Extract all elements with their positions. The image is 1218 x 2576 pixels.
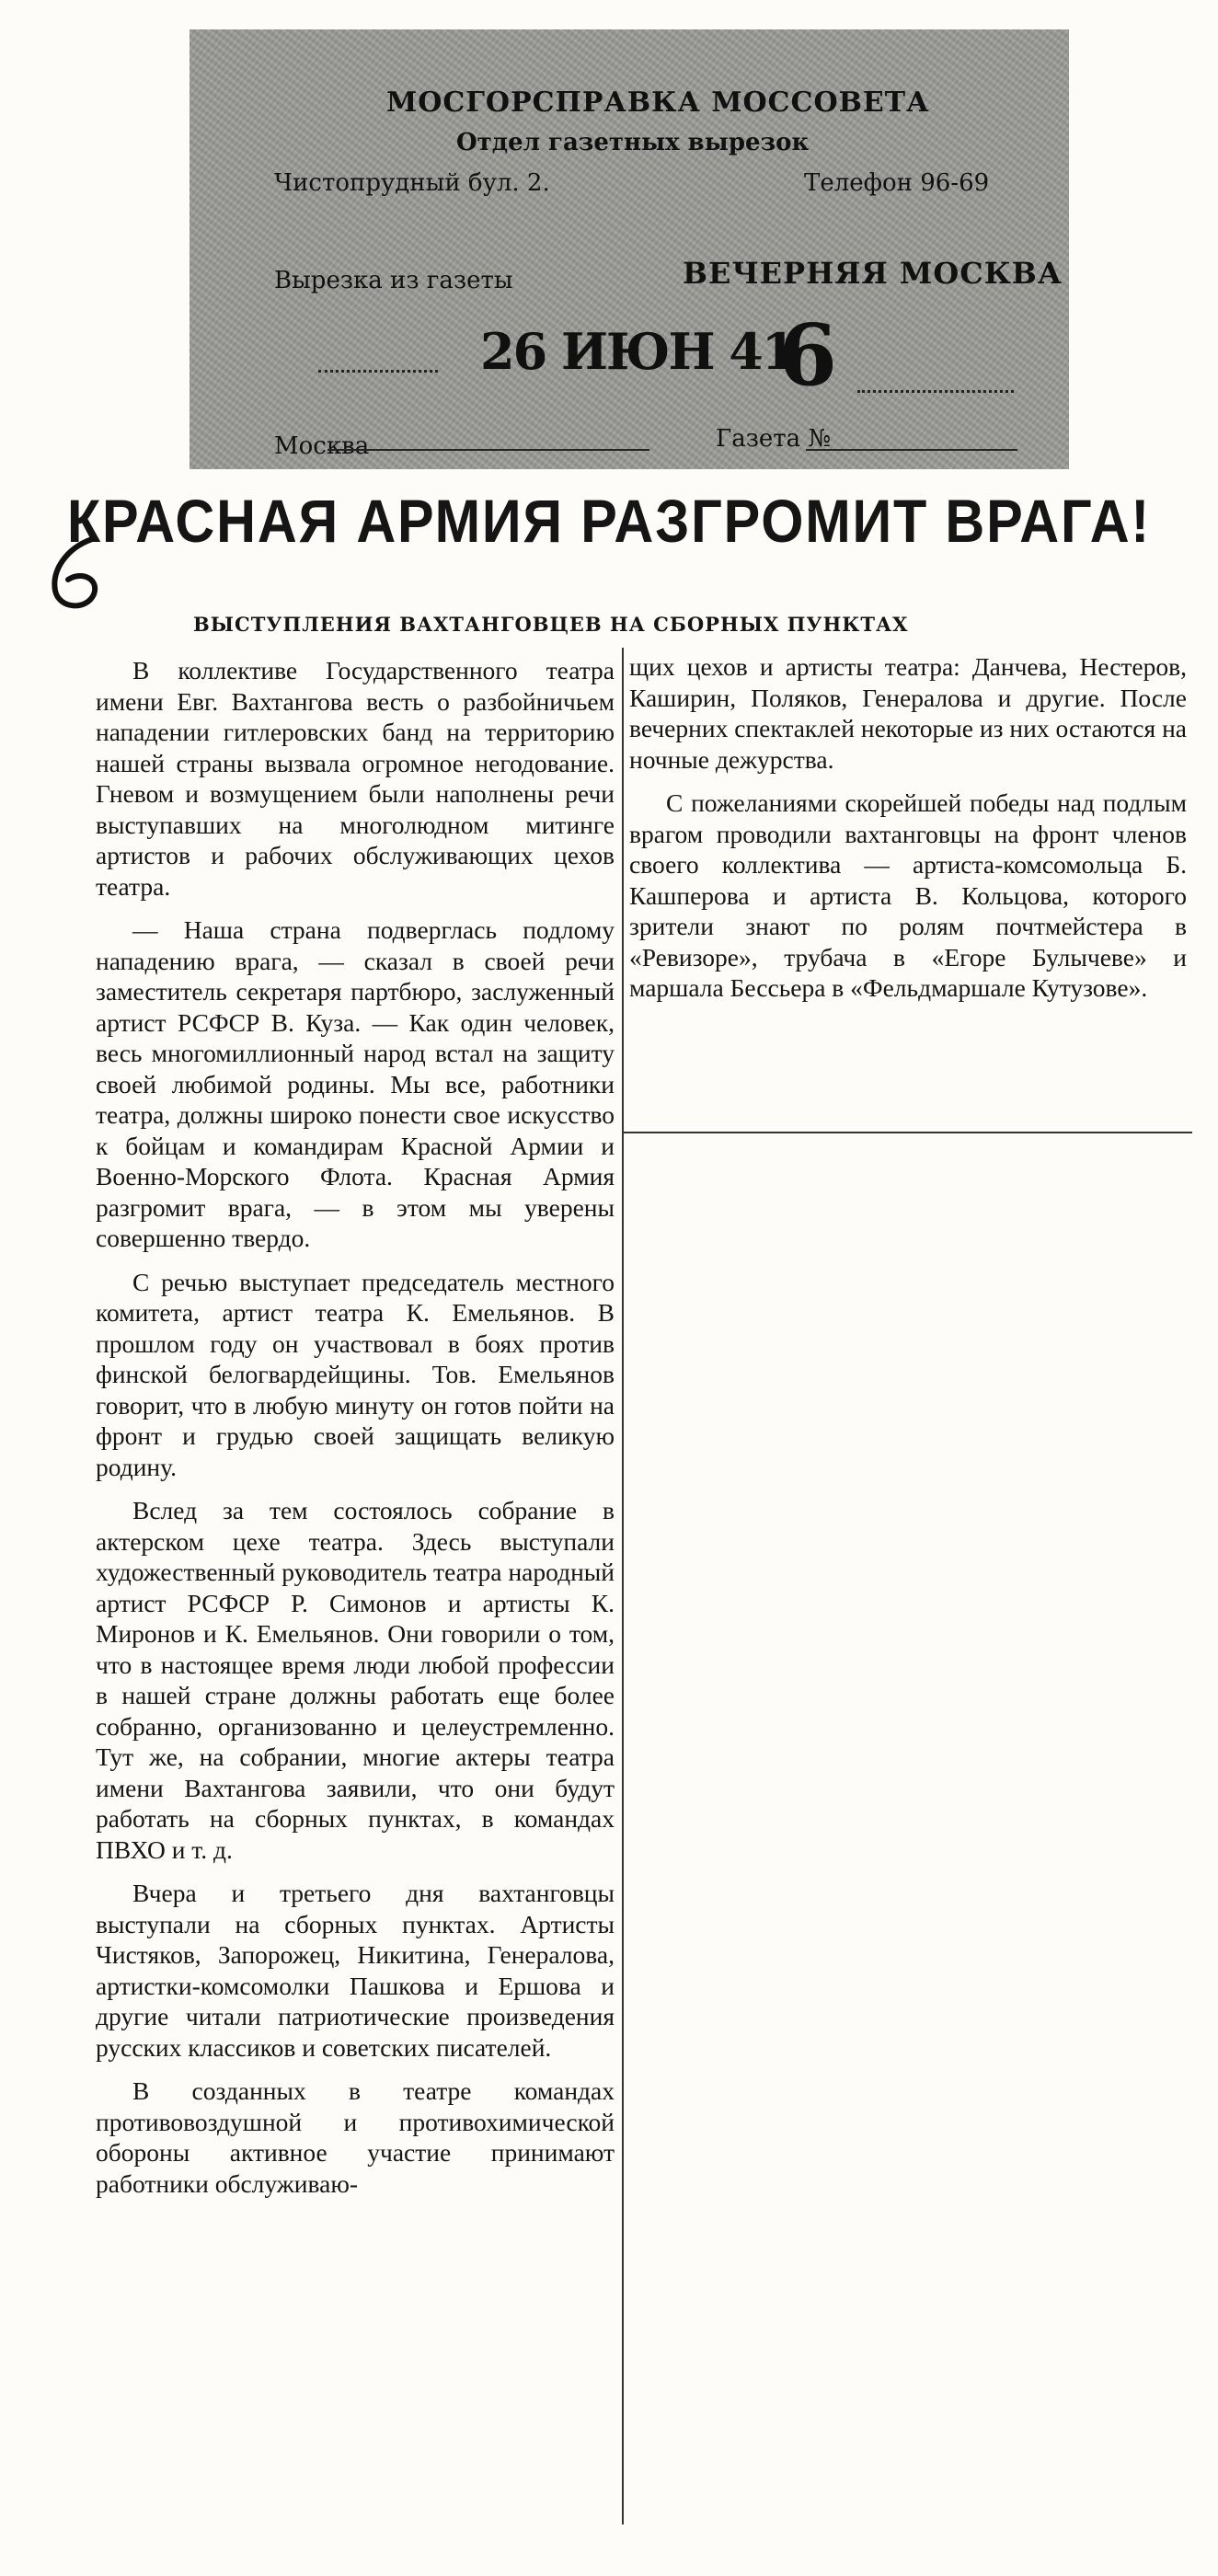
stamp-underline	[806, 449, 1017, 451]
article-paragraph: Вчера и третьего дня вахтанговцы выступали на сборных пунктах. Артисты Чистяков, Запорожец, Никитина, Генералова, артистки-комсомолки Пашкова и Ершова и другие читали патриотические произведения русских классиков и советских писателей.	[96, 1879, 615, 2062]
stamp-date: 26 ИЮН 41	[480, 322, 795, 381]
article-paragraph: С речью выступает председатель местного комитета, артист театра К. Емельянов. В прошлом году он участвовал в боях против финской белогвардейщины. Тов. Емельянов говорит, что в любую минуту он готов пойти на фронт и грудью своей защищать великую родину.	[96, 1267, 615, 1481]
stamp-gazeta-number-label: Газета №	[716, 425, 832, 453]
article-column-right	[629, 651, 1187, 1017]
article-paragraph: В коллективе Государственного театра имени Евг. Вахтангова весть о разбойничьем нападении гитлеровских банд на территорию нашей страны вызвала огромное негодование. Гневом и возмущением были наполнены речи выступавших на многолюдном митинге артистов и рабочих обслуживающих цехов театра.	[96, 656, 615, 901]
stamp-dotted-line	[857, 390, 1014, 393]
column-end-rule	[622, 1132, 1192, 1133]
stamp-address: Чистопрудный бул. 2.	[274, 169, 550, 197]
stamp-city: Москва	[274, 432, 370, 460]
stamp-handwritten-number: 6	[778, 305, 838, 405]
article-paragraph: В созданных в театре командах противовоздушной и противохимической обороны активное участие принимают работники обслуживаю-	[96, 2076, 615, 2198]
article-paragraph: С пожеланиями скорейшей победы над подлым врагом проводили вахтанговцы на фронт членов своего коллектива — артиста-комсомольца Б. Кашперова и артиста В. Кольцова, которого зрители знают по ролям почтмейстера в «Ревизоре», трубача в «Егоре Булычеве» и маршала Бессьера в «Фельдмаршале Кутузове».	[629, 788, 1187, 1002]
stamp-underline	[327, 449, 649, 451]
stamp-department: Отдел газетных вырезок	[456, 129, 810, 156]
article-subheadline: ВЫСТУПЛЕНИЯ ВАХТАНГОВЦЕВ НА СБОРНЫХ ПУНКТАХ	[193, 613, 909, 636]
handwritten-margin-number	[39, 534, 112, 616]
stamp-organization: МОСГОРСПРАВКА МОССОВЕТА	[386, 86, 930, 119]
stamp-dotted-line	[318, 370, 438, 373]
article-paragraph: — Наша страна подверглась подлому нападению врага, — сказал в своей речи заместитель секретаря партбюро, заслуженный артист РСФСР В. Куза. — Как один человек, весь многомиллионный народ встал на защиту своей любимой родины. Мы все, работники театра, должны широко понести свое искусство к бойцам и командирам Красной Армии и Военно-Морского Флота. Красная Армия разгромит врага, — в этом мы уверены совершенно твердо.	[96, 915, 615, 1252]
article-paragraph: щих цехов и артисты театра: Данчева, Нестеров, Каширин, Поляков, Генералова и другие. После вечерних спектаклей некоторые из них остаются на ночные дежурства.	[629, 652, 1187, 774]
article-paragraph: Вслед за тем состоялось собрание в актерском цехе театра. Здесь выступали художественный руководитель театра народный артист РСФСР Р. Симонов и артисты К. Миронов и К. Емельянов. Они говорили о том, что в настоящее время люди любой профессии в нашей стране должны работать еще более собранно, организованно и целеустремленно. Тут же, на собрании, многие актеры театра имени Вахтангова заявили, что они будут работать на сборных пунктах, в командах ПВХО и т. д.	[96, 1496, 615, 1864]
article-headline: КРАСНАЯ АРМИЯ РАЗГРОМИТ ВРАГА!	[66, 487, 1152, 555]
stamp-newspaper-name: ВЕЧЕРНЯЯ МОСКВА	[683, 256, 1063, 291]
article-column-left	[96, 655, 615, 2212]
stamp-cutting-label: Вырезка из газеты	[274, 267, 513, 294]
clipping-stamp	[190, 29, 1069, 469]
column-divider	[622, 648, 624, 2524]
stamp-phone: Телефон 96-69	[804, 169, 990, 197]
